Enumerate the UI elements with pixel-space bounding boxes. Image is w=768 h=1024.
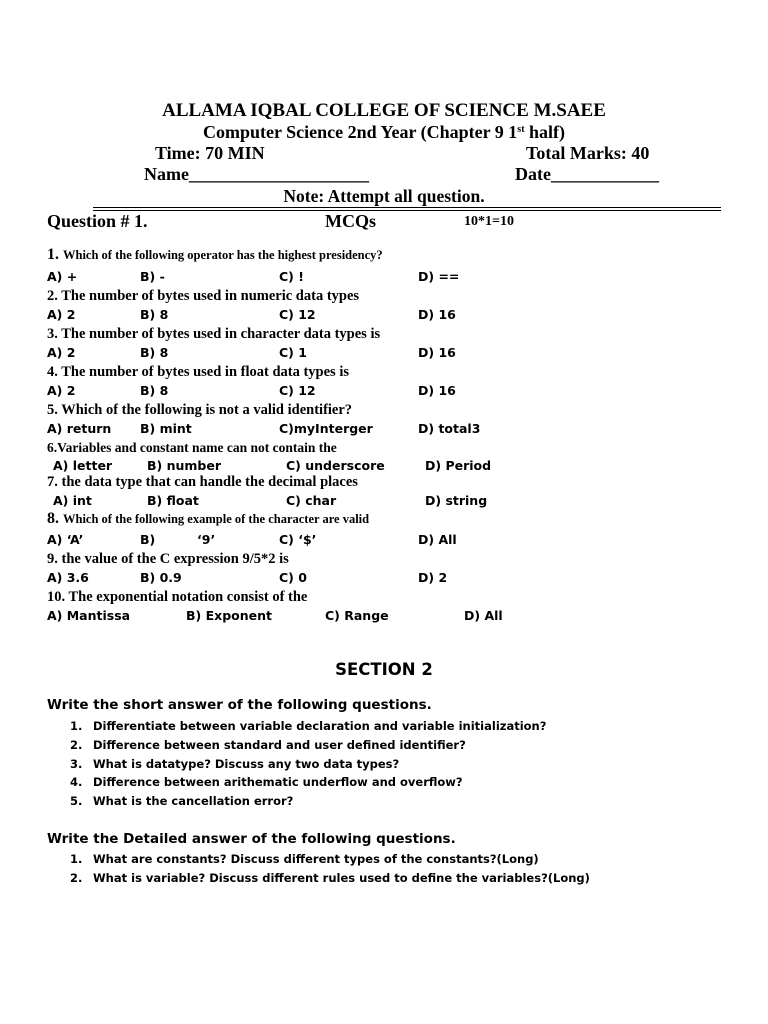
- mcq-10-option-b: B) Exponent: [186, 608, 272, 623]
- mcq-8-option-b-value: ‘9’: [197, 532, 216, 547]
- mcq-7-option-d: D) string: [425, 493, 488, 508]
- mcq-10-option-d: D) All: [464, 608, 503, 623]
- section-2-title: SECTION 2: [335, 660, 433, 679]
- mcq-8-option-a: A) ‘A’: [47, 532, 84, 547]
- mcq-3-option-d: D) 16: [418, 345, 456, 360]
- mcq-10-text: 10. The exponential notation consist of the: [47, 589, 308, 605]
- mcq-3-option-a: A) 2: [47, 345, 76, 360]
- mcq-8-option-c: C) ‘$’: [279, 532, 317, 547]
- mcq-3-option-b: B) 8: [140, 345, 169, 360]
- mcq-9-option-c: C) 0: [279, 570, 307, 585]
- time-label: Time: 70 MIN: [155, 143, 265, 163]
- date-field[interactable]: Date____________: [515, 164, 659, 184]
- mcq-5-option-b: B) mint: [140, 421, 192, 436]
- short-item-3-text: What is datatype? Discuss any two data types?: [93, 757, 400, 771]
- college-title: ALLAMA IQBAL COLLEGE OF SCIENCE M.SAEE: [162, 100, 606, 121]
- long-item-2-number: 2.: [70, 871, 83, 885]
- short-item-1-number: 1.: [70, 719, 83, 733]
- name-field[interactable]: Name____________________: [144, 164, 369, 184]
- mcq-3-text: 3. The number of bytes used in character data types is: [47, 326, 381, 342]
- mcq-2-text: 2. The number of bytes used in numeric data types: [47, 288, 360, 304]
- mcq-8-option-d: D) All: [418, 532, 457, 547]
- mcq-4-text: 4. The number of bytes used in float data types is: [47, 364, 349, 380]
- mcq-4-option-b: B) 8: [140, 383, 169, 398]
- divider-line-top: [93, 207, 721, 208]
- mcq-4-option-d: D) 16: [418, 383, 456, 398]
- mcq-8-number: 8.: [47, 510, 59, 527]
- mcq-8-text: Which of the following example of the character are valid: [63, 512, 370, 526]
- mcq-6-option-a: A) letter: [53, 458, 113, 473]
- mcq-1-option-b: B) -: [140, 269, 165, 284]
- long-item-2-text: What is variable? Discuss different rules used to define the variables?(Long): [93, 871, 590, 885]
- question-1-type: MCQs: [325, 211, 376, 231]
- mcq-5-option-d: D) total3: [418, 421, 481, 436]
- mcq-1-option-c: C) !: [279, 269, 304, 284]
- question-1-title: Question # 1.: [47, 211, 148, 231]
- question-1-marks: 10*1=10: [464, 214, 514, 229]
- mcq-1-option-d: D) ==: [418, 269, 460, 284]
- mcq-9-option-d: D) 2: [418, 570, 448, 585]
- mcq-4-option-a: A) 2: [47, 383, 76, 398]
- mcq-1-question: [47, 246, 383, 264]
- mcq-8-option-b: B): [140, 532, 156, 547]
- mcq-7-option-b: B) float: [147, 493, 199, 508]
- mcq-6-option-d: D) Period: [425, 458, 492, 473]
- mcq-7-option-a: A) int: [53, 493, 92, 508]
- short-item-2-text: Difference between standard and user defined identifier?: [93, 738, 466, 752]
- short-item-4-text: Difference between arithematic underflow and overflow?: [93, 775, 463, 789]
- long-item-1-number: 1.: [70, 852, 83, 866]
- mcq-3-option-c: C) 1: [279, 345, 307, 360]
- short-item-2-number: 2.: [70, 738, 83, 752]
- total-marks-label: Total Marks: 40: [526, 143, 650, 163]
- short-item-4-number: 4.: [70, 775, 83, 789]
- course-title-end: half): [524, 122, 566, 142]
- mcq-6-text: 6.Variables and constant name can not contain the: [47, 440, 337, 455]
- mcq-9-option-b: B) 0.9: [140, 570, 182, 585]
- mcq-5-text: 5. Which of the following is not a valid identifier?: [47, 402, 353, 418]
- short-item-3-number: 3.: [70, 757, 83, 771]
- short-item-1-text: Differentiate between variable declaration and variable initialization?: [93, 719, 547, 733]
- mcq-2-option-b: B) 8: [140, 307, 169, 322]
- mcq-6-option-b: B) number: [147, 458, 222, 473]
- mcq-7-text: 7. the data type that can handle the decimal places: [47, 474, 358, 490]
- mcq-2-option-a: A) 2: [47, 307, 76, 322]
- mcq-2-option-d: D) 16: [418, 307, 456, 322]
- mcq-2-option-c: C) 12: [279, 307, 316, 322]
- mcq-10-option-a: A) Mantissa: [47, 608, 131, 623]
- mcq-8-question: [47, 510, 369, 528]
- mcq-1-text: Which of the following operator has the highest presidency?: [63, 248, 383, 262]
- mcq-5-option-a: A) return: [47, 421, 112, 436]
- mcq-9-option-a: A) 3.6: [47, 570, 89, 585]
- mcq-10-option-c: C) Range: [325, 608, 389, 623]
- mcq-5-option-c: C)myInterger: [279, 421, 373, 436]
- course-title-main: Computer Science 2nd Year (Chapter 9 1: [202, 122, 518, 142]
- mcq-7-option-c: C) char: [286, 493, 337, 508]
- long-item-1-text: What are constants? Discuss different types of the constants?(Long): [93, 852, 539, 866]
- mcq-9-text: 9. the value of the C expression 9/5*2 is: [47, 551, 289, 567]
- short-answer-heading: Write the short answer of the following questions.: [47, 697, 432, 713]
- mcq-4-option-c: C) 12: [279, 383, 316, 398]
- mcq-1-number: 1.: [47, 246, 59, 263]
- course-title: [0, 122, 768, 143]
- short-item-5-text: What is the cancellation error?: [93, 794, 294, 808]
- mcq-1-option-a: A) +: [47, 269, 78, 284]
- note-text: Note: Attempt all question.: [283, 186, 485, 206]
- course-title-sup: st: [517, 124, 525, 135]
- divider-line-bottom: [93, 210, 721, 211]
- short-item-5-number: 5.: [70, 794, 83, 808]
- long-answer-heading: Write the Detailed answer of the following questions.: [47, 831, 456, 847]
- mcq-6-option-c: C) underscore: [286, 458, 385, 473]
